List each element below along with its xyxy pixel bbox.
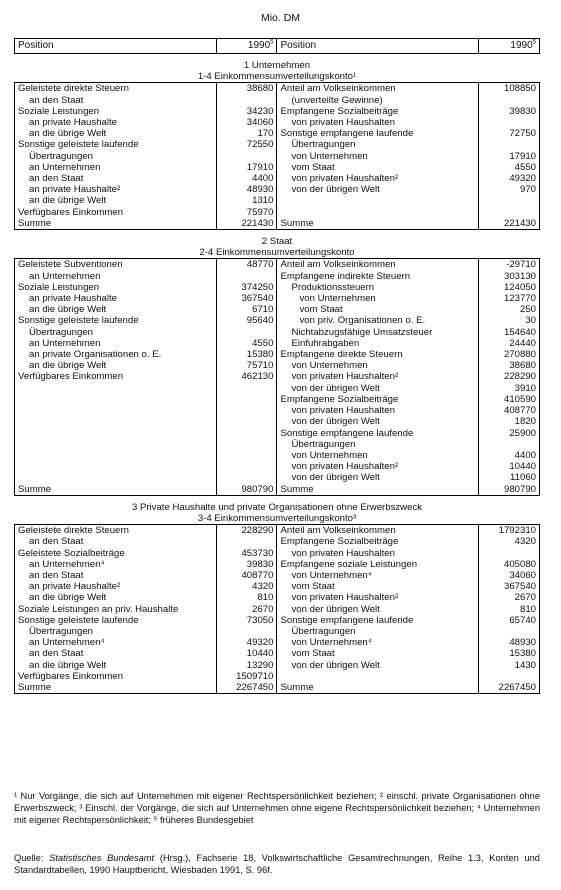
credit-label: von der übrigen Welt: [277, 660, 479, 671]
debit-label: an die übrige Welt: [15, 592, 217, 603]
header-year-left: 1990$^5$: [216, 39, 277, 54]
debit-value: 95640: [216, 315, 277, 326]
credit-value: [479, 95, 540, 106]
credit-label: Anteil am Volkseinkommen: [277, 525, 479, 537]
debit-value: [216, 327, 277, 338]
credit-label: Sonstige empfangene laufende: [277, 428, 479, 439]
credit-value: [479, 439, 540, 450]
account-row: [15, 671, 540, 682]
account-row: [15, 360, 540, 371]
section-title: 3-4 Einkommensumverteilungskonto³: [197, 512, 357, 524]
accounts-body: [15, 54, 540, 694]
credit-label: Übertragungen: [277, 139, 479, 150]
header-position-right: Position: [277, 39, 479, 54]
account-row: [15, 604, 540, 615]
credit-label: Empfangene indirekte Steuern: [277, 271, 479, 282]
account-row: [15, 581, 540, 592]
account-row: [15, 106, 540, 117]
debit-label: an den Staat: [15, 95, 217, 106]
credit-value: [479, 139, 540, 150]
debit-label: Soziale Leistungen: [15, 106, 217, 117]
debit-label: [15, 439, 217, 450]
sum-row: [15, 484, 540, 496]
account-row: [15, 383, 540, 394]
account-row: [15, 637, 540, 648]
debit-label: Soziale Leistungen an priv. Haushalte: [15, 604, 217, 615]
credit-value: 410590: [479, 394, 540, 405]
debit-label: an private Haushalte: [15, 293, 217, 304]
credit-label: Nichtabzugsfähige Umsatzsteuer: [277, 327, 479, 338]
debit-value: 2670: [216, 604, 277, 615]
credit-value: 17910: [479, 151, 540, 162]
debit-value: [216, 405, 277, 416]
debit-value: 367540: [216, 293, 277, 304]
credit-label: Sonstige empfangene laufende: [277, 128, 479, 139]
credit-value: 11060: [479, 472, 540, 483]
credit-label: vom Staat: [277, 648, 479, 659]
credit-label: von der übrigen Welt: [277, 184, 479, 195]
credit-label: (unverteilte Gewinne): [277, 95, 479, 106]
debit-value: 1310: [216, 195, 277, 206]
debit-value: 48770: [216, 259, 277, 271]
debit-label: an Unternehmen: [15, 271, 217, 282]
debit-value: 6710: [216, 304, 277, 315]
debit-value: 75970: [216, 207, 277, 218]
credit-label: vom Staat: [277, 162, 479, 173]
account-row: [15, 195, 540, 206]
credit-value: 65740: [479, 615, 540, 626]
account-row: [15, 128, 540, 139]
debit-label: Geleistete direkte Steuern: [15, 83, 217, 95]
section-title-row: [15, 236, 540, 247]
credit-value: 250: [479, 304, 540, 315]
credit-value: [479, 207, 540, 218]
credit-value: 34060: [479, 570, 540, 581]
credit-value: 24440: [479, 338, 540, 349]
credit-value: 39830: [479, 106, 540, 117]
debit-value: [216, 472, 277, 483]
sum-row: [15, 218, 540, 230]
sum-label: Summe: [15, 682, 217, 694]
account-row: [15, 416, 540, 427]
credit-label: von der übrigen Welt: [277, 604, 479, 615]
debit-value: 408770: [216, 570, 277, 581]
debit-label: Verfügbares Einkommen: [15, 207, 217, 218]
account-row: [15, 428, 540, 439]
credit-value: 405080: [479, 559, 540, 570]
debit-value: 34060: [216, 117, 277, 128]
credit-value: 4320: [479, 536, 540, 547]
credit-value: 4400: [479, 450, 540, 461]
credit-value: [479, 195, 540, 206]
sum-label: Summe: [277, 218, 479, 230]
sum-label: Summe: [15, 484, 217, 496]
account-row: [15, 184, 540, 195]
debit-label: Soziale Leistungen: [15, 282, 217, 293]
sum-label: Summe: [277, 484, 479, 496]
debit-label: Sonstige geleistete laufende: [15, 615, 217, 626]
debit-label: Übertragungen: [15, 626, 217, 637]
sum-value-left: 2267450: [216, 682, 277, 694]
credit-label: von privaten Haushalten²: [277, 371, 479, 382]
account-row: [15, 626, 540, 637]
credit-value: 48930: [479, 637, 540, 648]
debit-label: Geleistete direkte Steuern: [15, 525, 217, 537]
credit-value: 810: [479, 604, 540, 615]
debit-value: 4320: [216, 581, 277, 592]
credit-label: von privaten Haushalten²: [277, 592, 479, 603]
credit-value: 10440: [479, 461, 540, 472]
debit-value: 48930: [216, 184, 277, 195]
sum-row: [15, 682, 540, 694]
sum-value-right: 221430: [479, 218, 540, 230]
credit-label: von Unternehmen⁴: [277, 637, 479, 648]
credit-value: [479, 548, 540, 559]
credit-value: 3910: [479, 383, 540, 394]
debit-label: [15, 394, 217, 405]
debit-value: 374250: [216, 282, 277, 293]
debit-value: [216, 536, 277, 547]
credit-label: von Unternehmen: [277, 293, 479, 304]
credit-label: von der übrigen Welt: [277, 472, 479, 483]
credit-value: 1430: [479, 660, 540, 671]
credit-value: 1792310: [479, 525, 540, 537]
credit-label: [277, 671, 479, 682]
debit-label: an Unternehmen: [15, 162, 217, 173]
debit-label: an den Staat: [15, 536, 217, 547]
credit-label: von der übrigen Welt: [277, 416, 479, 427]
account-row: [15, 371, 540, 382]
account-row: [15, 525, 540, 537]
credit-label: von privaten Haushalten: [277, 548, 479, 559]
credit-value: 367540: [479, 581, 540, 592]
account-row: [15, 139, 540, 150]
account-row: [15, 207, 540, 218]
sum-value-right: 2267450: [479, 682, 540, 694]
credit-label: von priv. Organisationen o. E.: [277, 315, 479, 326]
credit-value: 124050: [479, 282, 540, 293]
debit-value: 38680: [216, 83, 277, 95]
debit-label: [15, 428, 217, 439]
debit-value: [216, 626, 277, 637]
credit-label: Empfangene Sozialbeiträge: [277, 536, 479, 547]
debit-value: 810: [216, 592, 277, 603]
account-row: [15, 394, 540, 405]
debit-label: [15, 416, 217, 427]
credit-label: von Unternehmen: [277, 151, 479, 162]
credit-label: Sonstige empfangene laufende: [277, 615, 479, 626]
credit-value: 108850: [479, 83, 540, 95]
section-title-row: [15, 60, 540, 71]
credit-label: [277, 207, 479, 218]
table-header: [15, 39, 540, 54]
debit-value: 462130: [216, 371, 277, 382]
debit-label: Übertragungen: [15, 151, 217, 162]
credit-label: vom Staat: [277, 304, 479, 315]
section-title: 3 Private Haushalte und private Organisationen ohne Erwerbszweck: [131, 501, 423, 513]
credit-label: von Unternehmen: [277, 360, 479, 371]
debit-value: 73050: [216, 615, 277, 626]
source-note: Quelle: Statistisches Bundesamt (Hrsg.), Fachserie 18, Volkswirtschaftliche Gesamtrechnungen, Reihe 1.3, Konten und Standardtabellen, 1990 Hauptbericht, Wiesbaden 1991, S. 96f.: [14, 853, 540, 875]
credit-value: 2670: [479, 592, 540, 603]
account-row: [15, 592, 540, 603]
debit-label: an die übrige Welt: [15, 360, 217, 371]
sum-value-left: 980790: [216, 484, 277, 496]
debit-label: an die übrige Welt: [15, 304, 217, 315]
debit-label: an die übrige Welt: [15, 128, 217, 139]
account-row: [15, 570, 540, 581]
credit-value: 38680: [479, 360, 540, 371]
credit-label: von privaten Haushalten²: [277, 461, 479, 472]
debit-label: [15, 450, 217, 461]
credit-label: von Unternehmen: [277, 450, 479, 461]
unit-label: Mio. DM: [260, 12, 301, 24]
debit-label: an Unternehmen⁴: [15, 637, 217, 648]
debit-value: 453730: [216, 548, 277, 559]
account-row: [15, 338, 540, 349]
debit-value: 39830: [216, 559, 277, 570]
credit-label: von Unternehmen⁴: [277, 570, 479, 581]
source-publisher: Statistisches Bundesamt: [49, 853, 155, 863]
section-title-row: [15, 247, 540, 259]
credit-value: [479, 671, 540, 682]
debit-label: an private Haushalte: [15, 117, 217, 128]
debit-label: an die übrige Welt: [15, 660, 217, 671]
debit-label: [15, 405, 217, 416]
credit-value: 270880: [479, 349, 540, 360]
credit-value: 123770: [479, 293, 540, 304]
account-row: [15, 293, 540, 304]
account-row: [15, 439, 540, 450]
debit-value: [216, 151, 277, 162]
debit-value: [216, 450, 277, 461]
account-row: [15, 282, 540, 293]
debit-label: an Unternehmen: [15, 338, 217, 349]
account-row: [15, 117, 540, 128]
debit-value: 17910: [216, 162, 277, 173]
section-title-row: [15, 513, 540, 525]
debit-value: [216, 428, 277, 439]
debit-value: 4400: [216, 173, 277, 184]
credit-value: 49320: [479, 173, 540, 184]
credit-value: 72750: [479, 128, 540, 139]
account-row: [15, 559, 540, 570]
debit-value: [216, 439, 277, 450]
credit-label: [277, 195, 479, 206]
debit-value: 13290: [216, 660, 277, 671]
account-row: [15, 259, 540, 271]
credit-label: Produktionssteuern: [277, 282, 479, 293]
section-title-row: [15, 502, 540, 513]
credit-label: von privaten Haushalten: [277, 405, 479, 416]
credit-label: von privaten Haushalten²: [277, 173, 479, 184]
debit-label: [15, 383, 217, 394]
debit-value: 10440: [216, 648, 277, 659]
credit-label: von der übrigen Welt: [277, 383, 479, 394]
section-title: 2-4 Einkommensumverteilungskonto: [199, 247, 355, 259]
debit-value: 4550: [216, 338, 277, 349]
account-row: [15, 461, 540, 472]
credit-value: 4550: [479, 162, 540, 173]
header-year-right: 1990$^5$: [479, 39, 540, 54]
credit-value: 25900: [479, 428, 540, 439]
debit-label: an den Staat: [15, 570, 217, 581]
credit-value: [479, 626, 540, 637]
credit-value: 970: [479, 184, 540, 195]
debit-label: Geleistete Subventionen: [15, 259, 217, 271]
credit-value: 408770: [479, 405, 540, 416]
account-row: [15, 648, 540, 659]
debit-value: [216, 394, 277, 405]
credit-label: Empfangene Sozialbeiträge: [277, 106, 479, 117]
section-title: 2 Staat: [261, 236, 293, 248]
credit-label: Übertragungen: [277, 439, 479, 450]
account-row: [15, 450, 540, 461]
account-row: [15, 162, 540, 173]
debit-value: [216, 271, 277, 282]
credit-value: -29710: [479, 259, 540, 271]
account-row: [15, 151, 540, 162]
debit-label: Geleistete Sozialbeiträge: [15, 548, 217, 559]
debit-value: 34230: [216, 106, 277, 117]
credit-label: Empfangene Sozialbeiträge: [277, 394, 479, 405]
debit-label: an private Haushalte²: [15, 184, 217, 195]
debit-value: [216, 461, 277, 472]
credit-label: vom Staat: [277, 581, 479, 592]
account-row: [15, 327, 540, 338]
credit-value: [479, 117, 540, 128]
debit-label: [15, 461, 217, 472]
credit-label: Übertragungen: [277, 626, 479, 637]
credit-label: Empfangene soziale Leistungen: [277, 559, 479, 570]
account-row: [15, 349, 540, 360]
sum-value-right: 980790: [479, 484, 540, 496]
debit-label: Sonstige geleistete laufende: [15, 139, 217, 150]
debit-value: 49320: [216, 637, 277, 648]
section-title: 1 Unternehmen: [243, 60, 311, 71]
account-row: [15, 405, 540, 416]
section-title-row: [15, 71, 540, 83]
account-row: [15, 271, 540, 282]
debit-label: an private Haushalte²: [15, 581, 217, 592]
debit-value: [216, 95, 277, 106]
debit-label: an private Organisationen o. E.: [15, 349, 217, 360]
debit-label: an Unternehmen⁴: [15, 559, 217, 570]
sum-value-left: 221430: [216, 218, 277, 230]
credit-value: 15380: [479, 648, 540, 659]
credit-value: 154640: [479, 327, 540, 338]
debit-label: an den Staat: [15, 648, 217, 659]
footnotes: ¹ Nur Vorgänge, die sich auf Unternehmen mit eigener Rechtspersönlichkeit beziehen; ² einschl. private Organisationen ohne Erwerbszweck; ³ Einschl. der Vorgänge, die sich auf Unternehmen ohne eigene Rechtspersönlichkeit beziehen; ⁴ Unternehmen mit eigener Rechtspersönlichkeit; ⁵ früheres Bundesgebiet: [14, 791, 540, 825]
credit-value: 228290: [479, 371, 540, 382]
credit-value: 1820: [479, 416, 540, 427]
header-position-left: Position: [15, 39, 217, 54]
account-row: [15, 536, 540, 547]
accounts-table: [14, 38, 540, 694]
account-row: [15, 548, 540, 559]
account-row: [15, 660, 540, 671]
debit-value: [216, 416, 277, 427]
sum-label: Summe: [15, 218, 217, 230]
credit-label: von privaten Haushalten: [277, 117, 479, 128]
credit-label: Empfangene direkte Steuern: [277, 349, 479, 360]
debit-value: 228290: [216, 525, 277, 537]
debit-value: 72550: [216, 139, 277, 150]
debit-value: 75710: [216, 360, 277, 371]
credit-label: Anteil am Volkseinkommen: [277, 83, 479, 95]
debit-label: an den Staat: [15, 173, 217, 184]
account-row: [15, 173, 540, 184]
debit-label: an die übrige Welt: [15, 195, 217, 206]
debit-label: Übertragungen: [15, 327, 217, 338]
debit-label: Sonstige geleistete laufende: [15, 315, 217, 326]
debit-label: Verfügbares Einkommen: [15, 671, 217, 682]
account-row: [15, 304, 540, 315]
debit-label: Verfügbares Einkommen: [15, 371, 217, 382]
account-row: [15, 615, 540, 626]
credit-value: 30: [479, 315, 540, 326]
account-row: [15, 315, 540, 326]
account-row: [15, 95, 540, 106]
debit-value: [216, 383, 277, 394]
debit-value: 170: [216, 128, 277, 139]
credit-label: Einfuhrabgaben: [277, 338, 479, 349]
credit-label: Anteil am Volkseinkommen: [277, 259, 479, 271]
credit-value: 303130: [479, 271, 540, 282]
account-row: [15, 472, 540, 483]
sum-label: Summe: [277, 682, 479, 694]
debit-value: 15380: [216, 349, 277, 360]
section-title: 1-4 Einkommensumverteilungskonto¹: [197, 71, 357, 83]
account-row: [15, 83, 540, 95]
debit-label: [15, 472, 217, 483]
debit-value: 1509710: [216, 671, 277, 682]
